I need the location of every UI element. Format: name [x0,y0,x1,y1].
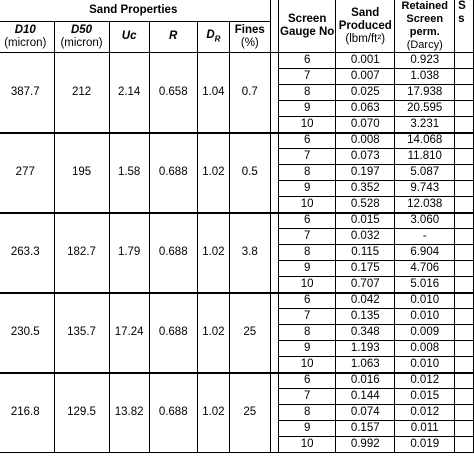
d10-cell: 263.3 [0,213,54,293]
table-row [0,213,474,229]
sand-produced-cell: 0.135 [336,309,395,325]
cut-off-cell [455,309,474,325]
screen-gauge-cell: 6 [279,53,336,69]
cut-off-letter-mid: s [458,13,465,25]
spacer-header [270,0,279,53]
screen-gauge-cell: 9 [279,341,336,357]
uc-cell: 1.58 [109,133,149,213]
cut-off-cell [455,261,474,277]
cut-off-cell [455,197,474,213]
cut-off-cell [455,325,474,341]
screen-gauge-cell: 7 [279,69,336,85]
d10-header [0,21,54,52]
retained-perm-cell: - [395,229,455,245]
r-cell: 0.688 [149,213,197,293]
cut-off-letter-top: S [458,0,466,12]
retained-perm-cell: 0.010 [395,309,455,325]
retained-perm-cell: 11.810 [395,149,455,165]
retained-perm-cell: 5.016 [395,277,455,293]
sand-produced-cell: 0.992 [336,437,395,453]
fines-label: Fines [234,23,265,36]
sand-produced-label: Sand Produced [338,6,392,32]
cut-off-cell [455,293,474,309]
d10-unit: (micron) [4,36,47,49]
screen-gauge-cell: 10 [279,437,336,453]
table-row [0,53,474,69]
uc-cell: 17.24 [109,293,149,373]
r-cell: 0.658 [149,53,197,133]
sand-produced-cell: 0.352 [336,181,395,197]
cut-off-cell [455,245,474,261]
dr-subscript: R [214,33,221,43]
retained-perm-cell: 0.015 [395,389,455,405]
fines-cell: 0.5 [230,133,270,213]
sand-produced-cell: 0.197 [336,165,395,181]
screen-gauge-cell: 9 [279,421,336,437]
retained-perm-label: Retained Screen perm. [401,0,448,38]
d50-cell: 135.7 [54,293,109,373]
sand-produced-cell: 0.015 [336,213,395,229]
fines-header [230,21,270,52]
sand-produced-cell: 0.007 [336,69,395,85]
cut-off-cell [455,421,474,437]
spacer-cell [270,213,279,293]
screen-gauge-cell: 6 [279,373,336,389]
sand-produced-cell: 0.528 [336,197,395,213]
r-cell: 0.688 [149,133,197,213]
retained-perm-cell: 0.010 [395,293,455,309]
d10-cell: 387.7 [0,53,54,133]
retained-perm-cell: 0.008 [395,341,455,357]
sand-produced-cell: 0.074 [336,405,395,421]
sand-produced-cell: 0.073 [336,149,395,165]
sand-produced-cell: 0.348 [336,325,395,341]
retained-perm-cell: 17.938 [395,85,455,101]
d50-cell: 129.5 [54,373,109,453]
sand-produced-cell: 0.001 [336,53,395,69]
r-label: R [169,30,178,43]
cut-off-column-header [455,0,474,53]
fines-cell: 3.8 [230,213,270,293]
cut-off-cell [455,117,474,133]
uc-header [109,21,149,52]
d10-cell: 230.5 [0,293,54,373]
screen-gauge-cell: 8 [279,165,336,181]
dr-cell: 1.02 [197,213,229,293]
cut-off-cell [455,69,474,85]
retained-perm-cell: 6.904 [395,245,455,261]
spacer-cell [270,373,279,453]
d50-label: D50 [70,23,93,36]
cut-off-cell [455,181,474,197]
sand-produced-cell: 0.042 [336,293,395,309]
screen-gauge-cell: 9 [279,181,336,197]
cut-off-cell [455,405,474,421]
cut-off-cell [455,165,474,181]
d10-label: D10 [14,23,36,36]
r-header [149,21,197,52]
d50-cell: 212 [54,53,109,133]
spacer-cell [270,133,279,213]
screen-gauge-cell: 7 [279,309,336,325]
screen-gauge-cell: 6 [279,133,336,149]
retained-perm-cell: 1.038 [395,69,455,85]
dr-header [197,21,229,52]
uc-cell: 13.82 [109,373,149,453]
dr-cell: 1.02 [197,373,229,453]
cut-off-cell [455,133,474,149]
sand-produced-cell: 0.016 [336,373,395,389]
spacer-cell [270,293,279,373]
screen-gauge-cell: 7 [279,229,336,245]
sand-produced-cell: 0.157 [336,421,395,437]
d50-cell: 195 [54,133,109,213]
fines-cell: 0.7 [230,53,270,133]
screen-gauge-header: Screen Gauge No [279,0,336,53]
retained-perm-cell: 0.010 [395,357,455,373]
dr-label: D [206,28,215,41]
cut-off-cell [455,437,474,453]
sand-produced-header [336,0,395,53]
retained-perm-cell: 0.009 [395,325,455,341]
fines-unit: (%) [240,36,259,49]
retained-perm-cell: 20.595 [395,101,455,117]
sand-produced-cell: 0.070 [336,117,395,133]
dr-cell: 1.02 [197,293,229,373]
sand-produced-cell: 0.063 [336,101,395,117]
d50-cell: 182.7 [54,213,109,293]
sand-produced-cell: 0.707 [336,277,395,293]
cut-off-cell [455,213,474,229]
retained-perm-cell: 0.011 [395,421,455,437]
screen-gauge-cell: 8 [279,85,336,101]
screen-gauge-cell: 8 [279,325,336,341]
cut-off-cell [455,101,474,117]
r-cell: 0.688 [149,293,197,373]
retained-perm-cell: 5.087 [395,165,455,181]
sand-produced-cell: 0.144 [336,389,395,405]
retained-perm-cell: 0.019 [395,437,455,453]
sand-produced-cell: 0.032 [336,229,395,245]
table-row [0,293,474,309]
fines-cell: 25 [230,293,270,373]
retained-perm-cell: 4.706 [395,261,455,277]
table-row [0,373,474,389]
dr-cell: 1.04 [197,53,229,133]
cut-off-cell [455,229,474,245]
sand-produced-cell: 0.115 [336,245,395,261]
sand-produced-cell: 0.025 [336,85,395,101]
table-row [0,133,474,149]
d50-unit: (micron) [60,36,103,49]
spacer-cell [270,53,279,133]
uc-cell: 2.14 [109,53,149,133]
retained-perm-cell: 0.012 [395,405,455,421]
uc-label: Uc [121,30,137,43]
retained-perm-cell: 9.743 [395,181,455,197]
cut-off-cell [455,85,474,101]
screen-gauge-cell: 10 [279,117,336,133]
sand-produced-cell: 0.175 [336,261,395,277]
cut-off-cell [455,277,474,293]
screen-gauge-cell: 8 [279,405,336,421]
sand-produced-cell: 1.193 [336,341,395,357]
retained-perm-cell: 0.923 [395,53,455,69]
screen-gauge-cell: 7 [279,149,336,165]
retained-perm-cell: 0.012 [395,373,455,389]
retained-perm-cell: 3.231 [395,117,455,133]
r-cell: 0.688 [149,373,197,453]
retained-perm-header [395,0,455,53]
screen-gauge-cell: 6 [279,293,336,309]
screen-gauge-cell: 9 [279,101,336,117]
sand-produced-unit: (lbm/ft²) [345,32,386,45]
screen-gauge-cell: 9 [279,261,336,277]
d10-cell: 277 [0,133,54,213]
screen-gauge-cell: 10 [279,277,336,293]
retained-perm-cell: 12.038 [395,197,455,213]
dr-cell: 1.02 [197,133,229,213]
uc-cell: 1.79 [109,213,149,293]
sand-produced-cell: 1.063 [336,357,395,373]
cut-off-cell [455,357,474,373]
d10-cell: 216.8 [0,373,54,453]
screen-gauge-cell: 7 [279,389,336,405]
screen-gauge-cell: 10 [279,357,336,373]
sand-properties-group-header: Sand Properties [0,0,270,21]
fines-cell: 25 [230,373,270,453]
table-body [0,53,474,453]
screen-gauge-cell: 8 [279,245,336,261]
retained-perm-cell: 14.068 [395,133,455,149]
cut-off-cell [455,389,474,405]
screen-gauge-cell: 10 [279,197,336,213]
sand-produced-cell: 0.008 [336,133,395,149]
cut-off-cell [455,149,474,165]
retained-perm-cell: 3.060 [395,213,455,229]
d50-header [54,21,109,52]
cut-off-cell [455,53,474,69]
retained-perm-unit: (Darcy) [406,39,443,51]
screen-gauge-cell: 6 [279,213,336,229]
cut-off-cell [455,341,474,357]
cut-off-cell [455,373,474,389]
